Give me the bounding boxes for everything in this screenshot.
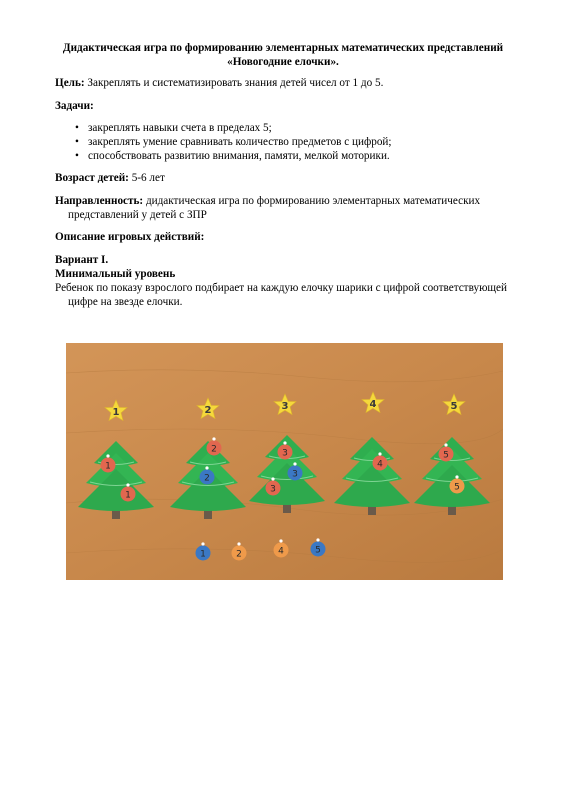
svg-text:5: 5: [315, 545, 321, 556]
tasks-label: Задачи:: [55, 100, 94, 112]
direction-paragraph: [55, 194, 538, 222]
bullet-icon: •: [75, 122, 79, 134]
actions-label: Описание игровых действий:: [55, 231, 205, 243]
goal-text: Закреплять и систематизировать знания детей чисел от 1 до 5.: [84, 77, 384, 89]
svg-text:3: 3: [292, 469, 298, 480]
goal-paragraph: [55, 76, 525, 90]
svg-text:4: 4: [377, 459, 383, 470]
direction-text: дидактическая игра по формированию элементарных математических представлений у детей с ЗПР: [68, 195, 481, 221]
title-line-1: Дидактическая игра по формированию элементарных математических представлений: [62, 42, 504, 54]
direction-label: Направленность:: [55, 195, 144, 207]
svg-text:1: 1: [200, 549, 206, 560]
svg-text:4: 4: [278, 546, 284, 557]
svg-text:2: 2: [204, 405, 212, 416]
svg-text:3: 3: [282, 448, 288, 459]
svg-text:5: 5: [443, 450, 449, 461]
svg-text:2: 2: [211, 444, 217, 455]
svg-text:2: 2: [204, 473, 210, 484]
title-line-2: «Новогодние елочки».: [227, 56, 339, 68]
svg-text:3: 3: [270, 484, 276, 495]
tasks-list: [55, 121, 392, 163]
variant-description: Ребенок по показу взрослого подбирает на каждую елочку шарики с цифрой соответствующей цифре на звезде елочки.: [55, 282, 507, 308]
age-label: Возраст детей:: [55, 172, 129, 184]
svg-text:1: 1: [125, 490, 131, 501]
svg-text:5: 5: [454, 482, 460, 493]
svg-text:3: 3: [281, 401, 289, 412]
game-photo: [66, 343, 503, 580]
svg-text:2: 2: [236, 549, 242, 560]
list-item: • закреплять навыки счета в пределах 5;: [75, 122, 272, 134]
document-title: [40, 41, 526, 69]
age-paragraph: [55, 171, 525, 185]
game-photo-image: [66, 343, 503, 580]
actions-heading: [55, 230, 525, 244]
svg-text:1: 1: [105, 461, 111, 472]
list-item: • способствовать развитию внимания, памяти, мелкой моторики.: [75, 150, 390, 162]
svg-text:4: 4: [369, 399, 377, 410]
svg-text:1: 1: [112, 407, 120, 418]
svg-text:5: 5: [450, 401, 458, 412]
variant-level: Минимальный уровень: [55, 268, 176, 280]
tasks-heading: [55, 99, 525, 113]
bullet-icon: •: [75, 150, 79, 162]
variant-title: Вариант I.: [55, 254, 109, 266]
bullet-icon: •: [75, 136, 79, 148]
age-text: 5-6 лет: [128, 172, 165, 184]
goal-label: Цель:: [55, 77, 85, 89]
list-item: • закреплять умение сравнивать количество предметов с цифрой;: [75, 136, 392, 148]
